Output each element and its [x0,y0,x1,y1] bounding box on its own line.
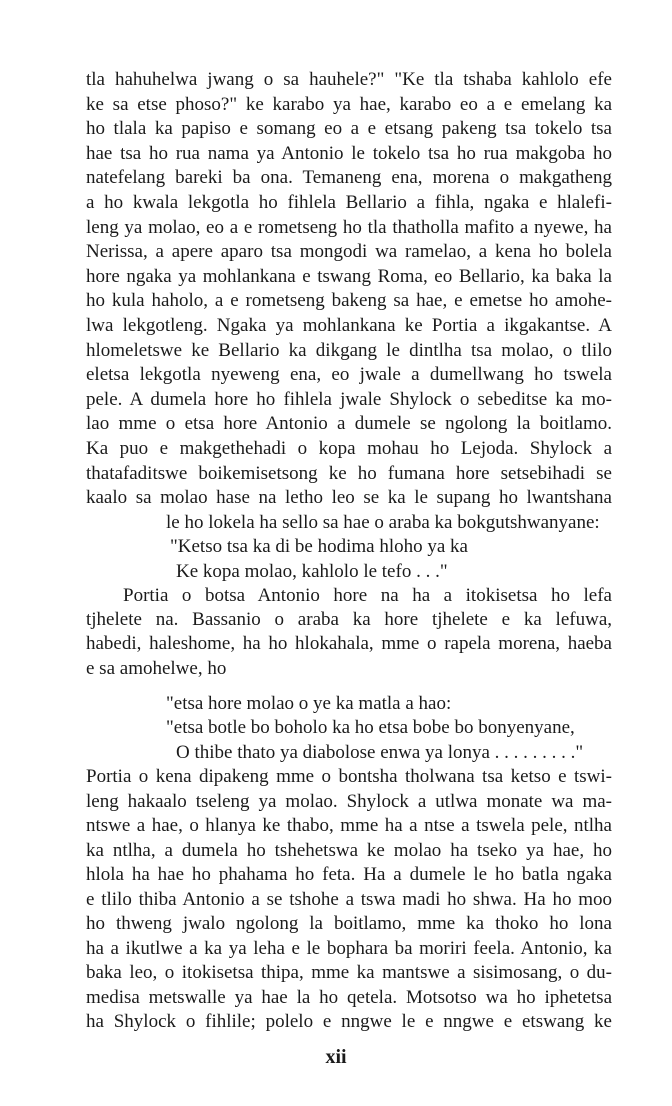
text-line: leng ya molao, eo a e rometseng ho tla thatholla mafito a nyewe, ha [86,217,612,238]
text-line: Ka puo e makgethehadi o kopa mohau ho Lejoda. Shylock a [86,438,612,459]
verse-line: O thibe thato ya diabolose enwa ya lonya . . . . . . . . ." [176,742,584,763]
text-line: le ho lokela ha sello sa hae o araba ka bokgutshwanyane: [166,512,600,533]
text-line: ka ntlha, a dumela ho tshehetswa ke molao ha tseko ya hae, ho [86,840,612,861]
text-line: a ho kwala lekgotla ho fihlela Bellario a fihla, ngaka e hlalefi- [86,192,612,213]
text-line: ho thweng jwalo ngolong la boitlamo, mme ka thoko ho lona [86,913,612,934]
text-line: tla hahuhelwa jwang o sa hauhele?" "Ke tla tshaba kahlolo efe [86,69,612,90]
text-line: hore ngaka ya mohlankana e tswang Roma, eo Bellario, ka baka la [86,266,612,287]
text-line: hlomeletswe ke Bellario ka dikgang le dintlha tsa molao, o tlilo [86,340,612,361]
verse-line: "etsa hore molao o ye ka matla a hao: [166,693,452,714]
text-line: pele. A dumela hore ho fihlela jwale Shylock o sebeditse ka mo- [86,389,612,410]
text-line: leng hakaalo tseleng ya molao. Shylock a utlwa monate wa ma- [86,791,612,812]
text-line: ho tlala ka papiso e somang eo a e etsang pakeng tsa tokelo tsa [86,118,612,139]
text-line: hae tsa ho rua nama ya Antonio le tokelo tsa ho rua makgoba ho [86,143,612,164]
text-line: eletsa lekgotla nyeweng ena, eo jwale a dumellwang ho tswela [86,364,612,385]
text-line: ha Shylock o fihlile; polelo e nngwe le e nngwe e etswang ke [86,1011,612,1032]
text-line: kaalo sa molao hase na letho leo se ka le supang ho lwantshana [86,487,612,508]
text-line: lao mme o etsa hore Antonio a dumele se ngolong la boitlamo. [86,413,612,434]
verse-line: "Ketso tsa ka di be hodima hloho ya ka [170,536,468,557]
text-line: ntswe a hae, o hlanya ke thabo, mme ha a ntse a tswela pele, ntlha [86,815,612,836]
text-line: ha a ikutlwe a ka ya leha e le bophara ba moriri feela. Antonio, ka [86,938,612,959]
text-line: medisa metswalle ya hae la ho qetela. Motsotso wa ho iphetetsa [86,987,612,1008]
text-line: tjhelete na. Bassanio o araba ka hore tjhelete e ka lefuwa, [86,609,612,630]
text-line: baka leo, o itokisetsa thipa, mme ka mantswe a sisimosang, o du- [86,962,612,983]
text-line: e sa amohelwe, ho [86,658,227,679]
text-line: habedi, haleshome, ha ho hlokahala, mme o rapela morena, haeba [86,633,612,654]
verse-line: Ke kopa molao, kahlolo le tefo . . ." [176,561,448,582]
text-line: Nerissa, a apere aparo tsa mongodi wa ramelao, a kena ho bolela [86,241,612,262]
page-number: xii [325,1046,347,1068]
text-line: thatafaditswe boikemisetsong ke ho fumana hore setsebihadi se [86,463,612,484]
text-line: lwa lekgotleng. Ngaka ya mohlankana ke Portia a ikgakantse. A [86,315,612,336]
text-line: natefelang bareki ba ona. Temaneng ena, morena o makgatheng [86,167,612,188]
text-line: Portia o kena dipakeng mme o bontsha tholwana tsa ketso e tswi- [86,766,612,787]
text-line: hlola ha hae ho phahama ho feta. Ha a dumele le ho batla ngaka [86,864,612,885]
text-line: e tlilo thiba Antonio a se tshohe a tswa madi ho shwa. Ha ho moo [86,889,612,910]
verse-line: "etsa botle bo boholo ka ho etsa bobe bo bonyenyane, [166,717,575,738]
text-line: ke sa etse phoso?" ke karabo ya hae, karabo eo a e emelang ka [86,94,612,115]
text-line: Portia o botsa Antonio hore na ha a itokisetsa ho lefa [123,585,612,606]
text-line: ho kula haholo, a e rometseng bakeng sa hae, e emetse ho amohe- [86,290,612,311]
